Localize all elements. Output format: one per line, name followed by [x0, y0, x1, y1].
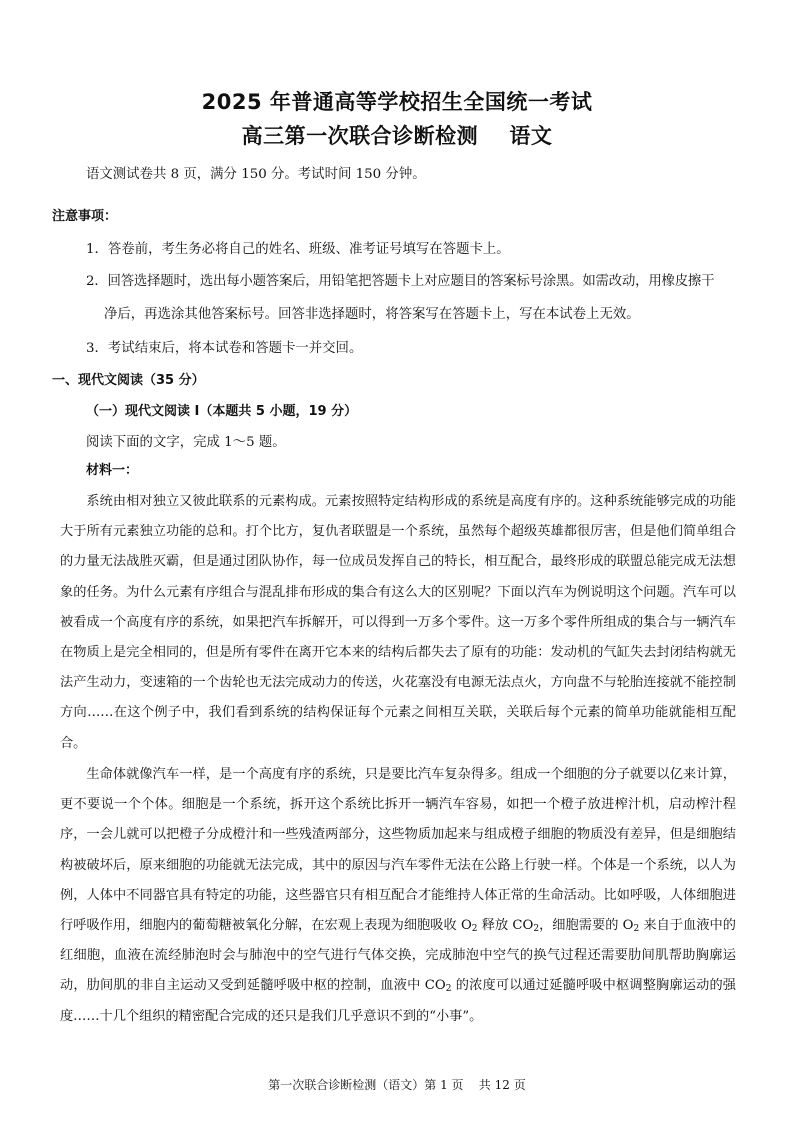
o2-subscript: 2	[471, 924, 478, 935]
paragraph-2-text-a: 生命体就像汽车一样，是一个高度有序的系统，只是要比汽车复杂得多。组成一个细胞的分子就要以亿来计算，更不要说一个个体。细胞是一个系统，拆开这个系统比拆开一辆汽车容易，如把一个橙子放进榨汁机，启动榨汁程序，一会儿就可以把橙子分成橙汁和一些残渣两部分，这些物质加起来与组成橙子细胞的物质没有差异，但是细胞结构被破坏后，原来细胞的功能就无法完成，其中的原因与汽车零件无法在公路上行驶一样。个体是一个系统，以人为例，人体中不同器官具有特定的功能，这些器官只有相互配合才能维持人体正常的生命活动。比如呼吸，人体细胞进行呼吸作用，细胞内的葡萄糖被氧化分解，在宏观上表现为细胞吸收 O	[60, 767, 736, 934]
paragraph-2-text-b: 释放 CO	[477, 918, 534, 934]
material-label: 材料一：	[86, 463, 139, 478]
page-footer: 第一次联合诊断检测（语文）第 1 页 共 12 页	[268, 1078, 526, 1092]
co2-subscript: 2	[533, 924, 540, 935]
paragraph-2-text-c: ，细胞需要的 O	[539, 918, 634, 934]
paragraph-2	[60, 760, 736, 1032]
reading-instruction: 阅读下面的文字，完成 1～5 题。	[86, 435, 286, 450]
exam-title: 2025 年普通高等学校招生全国统一考试	[201, 90, 593, 114]
exam-subtitle: 高三第一次联合诊断检测 语文	[241, 124, 553, 148]
subsection-heading: （一）现代文阅读 I（本题共 5 小题，19 分）	[86, 404, 358, 419]
notice-item-3: 3．考试结束后，将本试卷和答题卡一并交回。	[86, 341, 363, 356]
notice-item-2-cont: 净后，再选涂其他答案标号。回答非选择题时，将答案写在答题卡上，写在本试卷上无效。	[104, 307, 640, 322]
paragraph-1: 系统由相对独立又彼此联系的元素构成。元素按照特定结构形成的系统是高度有序的。这种系统能够完成的功能大于所有元素独立功能的总和。打个比方，复仇者联盟是一个系统，虽然每个超级英雄都很厉害，但是他们简单组合的力量无法战胜灭霸，但是通过团队协作，每一位成员发挥自己的特长，相互配合，最终形成的联盟总能完成无法想象的任务。为什么元素有序组合与混乱排布形成的集合有这么大的区别呢？下面以汽车为例说明这个问题。汽车可以被看成一个高度有序的系统，如果把汽车拆解开，可以得到一万多个零件。这一万多个零件所组成的集合与一辆汽车在物质上是完全相同的，但是所有零件在离开它本来的结构后都失去了原有的功能：发动机的气缸失去封闭结构就无法产生动力，变速箱的一个齿轮也无法完成动力的传送，火花塞没有电源无法点火，方向盘不与轮胎连接就不能控制方向……在这个例子中，我们看到系统的结构保证每个元素之间相互关联，关联后每个元素的简单功能就能相互配合。	[60, 494, 736, 751]
paragraph-2-text-d: 来自于血液中的红细胞，血液在流经肺泡时会与肺泡中的空气进行气体交换，完成肺泡中空气的换气过程还需要肋间肌帮助胸廓运动，肋间肌的非自主运动又受到延髓呼吸中枢的控制，血液中 CO	[60, 918, 736, 994]
exam-intro: 语文测试卷共 8 页，满分 150 分。考试时间 150 分钟。	[86, 167, 426, 182]
notice-item-1: 1．答卷前，考生务必将自己的姓名、班级、准考证号填写在答题卡上。	[86, 242, 510, 257]
paragraph-2-text-e: 的浓度可以通过延髓呼吸中枢调整胸廓运动的强度……十几个组织的精密配合完成的还只是我们几乎意识不到的“小事”。	[60, 978, 736, 1024]
o2-subscript-b: 2	[633, 924, 640, 935]
notice-item-2: 2．回答选择题时，选出每小题答案后，用铅笔把答题卡上对应题目的答案标号涂黑。如需改动，用橡皮擦干	[86, 274, 715, 289]
section-heading: 一、现代文阅读（35 分）	[52, 373, 205, 388]
notice-heading: 注意事项：	[52, 209, 118, 224]
co2-subscript-b: 2	[445, 984, 452, 995]
